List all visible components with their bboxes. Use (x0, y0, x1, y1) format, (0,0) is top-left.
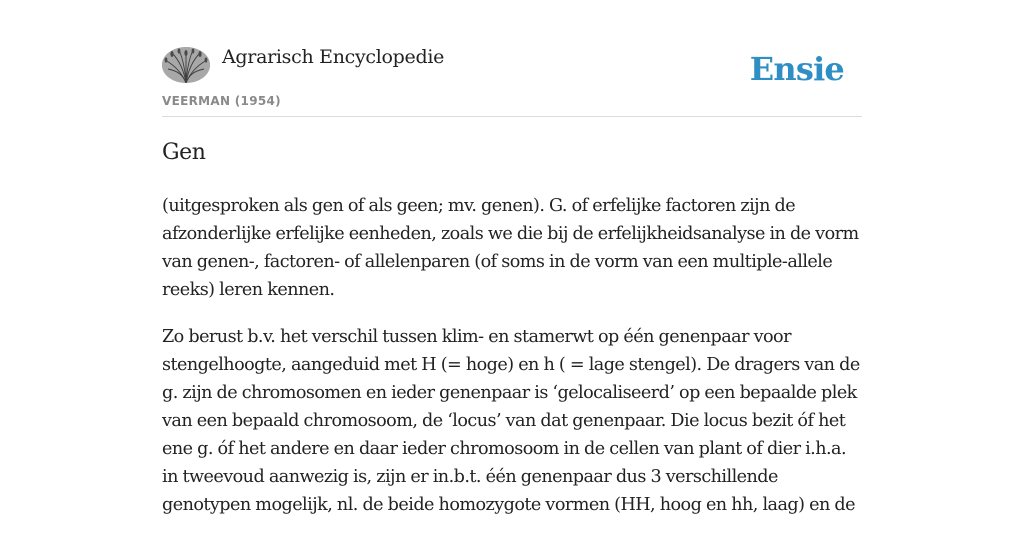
wheat-engraving-graphic (162, 47, 210, 83)
wheat-logo-icon[interactable] (162, 47, 210, 83)
entry-paragraph: Zo berust b.v. het verschil tussen klim- en stamerwt op één genenpaar voor stengelhoogte, aangeduid met H (= hoge) en h ( = lage stengel). De dragers van de g. zijn de chromosomen en ieder genenpaar is ‘gelocaliseerd’ op een bepaalde plek van een bepaald chromosoom, de ‘locus’ van dat genenpaar. Die locus bezit óf het ene g. óf het andere en daar ieder chromosoom in de cellen van plant of dier i.h.a. in tweevoud aanwezig is, zijn er in.b.t. één genenpaar dus 3 verschillende genotypen mogelijk, nl. de beide homozygote vormen (HH, hoog en hh, laag) en de (162, 327, 860, 515)
source-meta: VEERMAN (1954) (162, 94, 281, 108)
source-header (162, 0, 862, 117)
ensie-logo-link[interactable]: Ensie (749, 50, 844, 88)
entry-body (162, 192, 862, 538)
source-title[interactable]: Agrarisch Encyclopedie (222, 46, 445, 68)
page (162, 0, 862, 515)
entry-title: Gen (162, 140, 206, 165)
entry-paragraph: (uitgesproken als gen of als geen; mv. genen). G. of erfelijke factoren zijn de afzonderlijke erfelijke eenheden, zoals we die bij de erfelijkheidsanalyse in de vorm van genen-, factoren- of allelenparen (of soms in de vorm van een multiple-allele reeks) leren kennen. (162, 196, 859, 300)
